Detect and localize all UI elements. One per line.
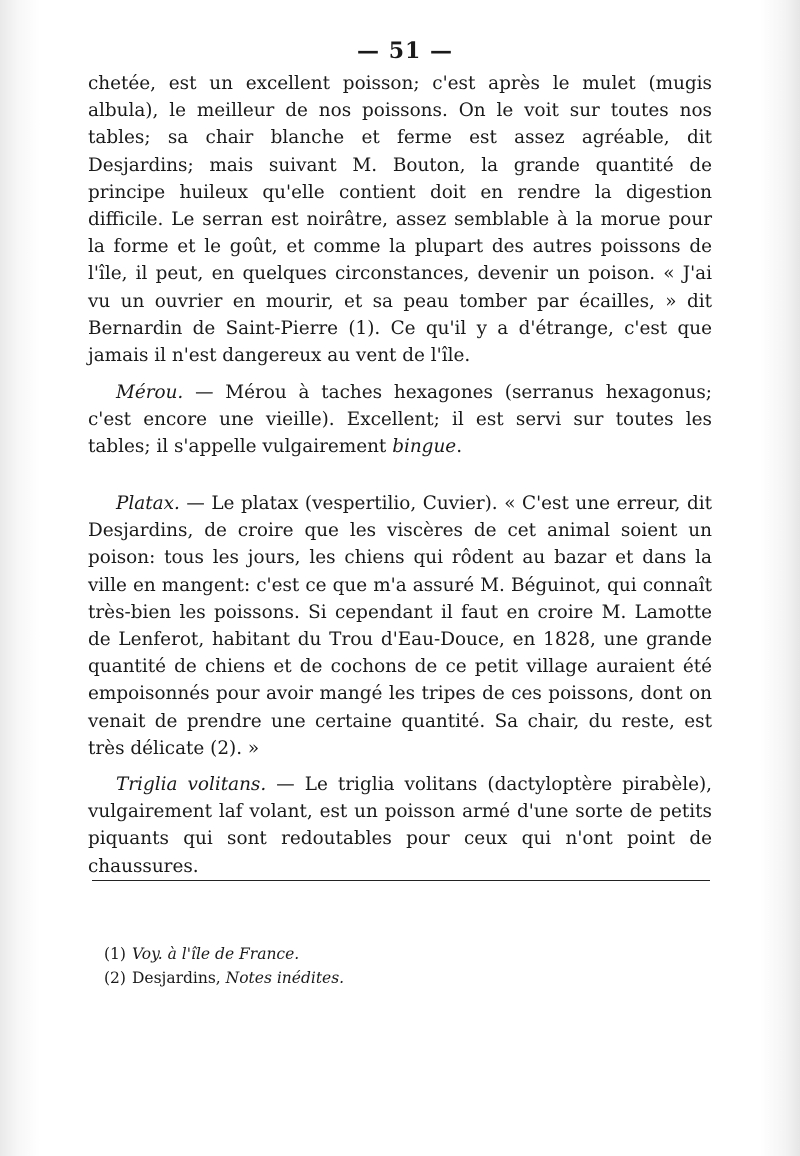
species-label: Mérou.: [116, 382, 184, 403]
footnote-1: [104, 942, 524, 966]
footnote-mark: (1): [104, 945, 126, 963]
paragraph-body: — Le platax (vespertilio, Cuvier). « C'est une erreur, dit Desjardins, de croire que les viscères de cet animal soient un poison: tous les jours, les chiens qui rôdent au bazar et dans la ville en mangent: c'est ce que m'a assuré M. Béguinot, qui connaît très-bien les poissons. Si cependant il faut en croire M. Lamotte de Lenferot, habitant du Trou d'Eau-Douce, en 1828, une grande quantité de chiens et de cochons de ce petit village auraient été empoisonnés pour avoir mangé les tripes de ces poissons, dont on venait de prendre une certaine quantité. Sa chair, du reste, est très délicate (2). »: [88, 493, 712, 759]
footnote-divider: [92, 880, 710, 881]
paragraph-end: .: [456, 436, 463, 458]
footnote-mark: (2): [104, 969, 126, 987]
paragraph-text: [88, 771, 712, 880]
footnotes: [104, 942, 524, 990]
paragraph-body: — Mérou à taches hexagones (serranus hexagonus; c'est encore une vieille). Excellent; il est servi sur toutes les tables; il s'appelle vulgairement: [88, 382, 712, 458]
footnote-citation: Voy. à l'île de France.: [131, 945, 300, 963]
footnote-author: Desjardins,: [131, 969, 226, 987]
footnote-citation: Notes inédites.: [225, 969, 345, 987]
paragraph-merou: [88, 379, 712, 461]
paragraph-text: chetée, est un excellent poisson; c'est après le mulet (mugis albula), le meilleur de nos poissons. On le voit sur toutes nos tables; sa chair blanche et ferme est assez agréable, dit Desjardins; mais suivant M. Bouton, la grande quantité de principe huileux qu'elle contient doit en rendre la digestion difficile. Le serran est noirâtre, assez semblable à la morue pour la forme et le goût, et comme la plupart des autres poissons de l'île, il peut, en quelques circonstances, devenir un poison. « J'ai vu un ouvrier en mourir, et sa peau tomber par écailles, » dit Bernardin de Saint-Pierre (1). Ce qu'il y a d'étrange, c'est que jamais il n'est dangereux au vent de l'île.: [88, 73, 712, 367]
paragraph-text: [88, 490, 712, 762]
paragraph-platax: [88, 490, 712, 762]
paragraph-serran: [88, 70, 712, 369]
vernacular-name: bingue: [392, 436, 457, 458]
footnote-2: [104, 966, 524, 990]
paragraph-triglia: [88, 771, 712, 880]
species-label: Triglia volitans.: [116, 774, 267, 795]
species-label: Platax.: [116, 493, 180, 514]
paragraph-body: — Le triglia volitans (dactyloptère pirabèle), vulgairement laf volant, est un poisson armé d'une sorte de petits piquants qui sont redoutables pour ceux qui n'ont point de chaussures.: [88, 774, 712, 877]
page-number: — 51 —: [357, 38, 453, 64]
paragraph-text: [88, 379, 712, 461]
